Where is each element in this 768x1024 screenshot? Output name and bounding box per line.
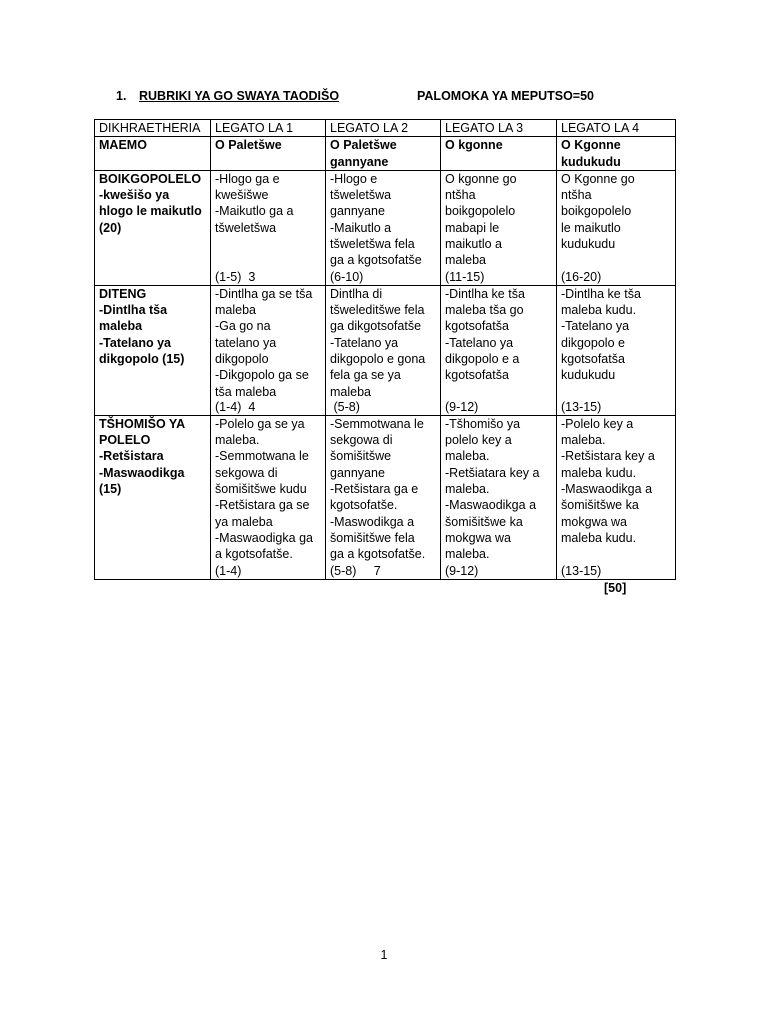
rubric-cell — [557, 285, 676, 415]
descriptor-text: -Dintlha ga se tša maleba -Ga go na tatelano ya dikgopolo -Dikgopolo ga se tša maleba — [215, 286, 313, 399]
criteria-label: TŠHOMIŠO YA POLELO -Retšistara -Maswaodikga (15) — [95, 415, 211, 579]
descriptor-text: O kgonne go ntšha boikgopolelo mabapi le maikutlo a maleba — [445, 171, 517, 268]
mark-range: (5-8) — [330, 399, 360, 414]
status-cell-level-2: O Paletšwe gannyane — [326, 137, 441, 171]
criteria-row-content — [95, 170, 676, 285]
criteria-row-diteng — [95, 285, 676, 415]
descriptor-text: O Kgonne go ntšha boikgopolelo le maikutlo kudukudu — [561, 171, 635, 252]
header-cell-criteria: DIKHRAETHERIA — [95, 120, 211, 137]
rubric-cell — [557, 415, 676, 579]
descriptor-text: -Semmotwana le sekgowa di šomišitšwe gannyane -Retšistara ga e kgotsofatše. -Maswodikga a šomišitšwe fela ga a kgotsofatše. — [330, 416, 426, 562]
descriptor-text: -Hlogo ga e kwešišwe -Maikutlo ga a tšweletšwa — [215, 171, 294, 235]
total-marks-label: PALOMOKA YA MEPUTSO=50 — [417, 89, 595, 103]
criteria-row-language-use — [95, 415, 676, 579]
descriptor-text: -Tšhomišo ya polelo key a maleba. -Retšiatara key a maleba. -Maswaodikga a šomišitšwe ka mokgwa wa maleba. — [445, 416, 540, 562]
rubric-cell — [326, 415, 441, 579]
page-number: 1 — [380, 948, 388, 962]
rubric-cell — [441, 285, 557, 415]
mark-range: (5-8) 7 — [330, 563, 381, 578]
header-row — [95, 120, 676, 137]
mark-range: (11-15) — [445, 269, 485, 284]
header-cell-level-1: LEGATO LA 1 — [211, 120, 326, 137]
header-cell-level-2: LEGATO LA 2 — [326, 120, 441, 137]
mark-range: (1-5) 3 — [215, 269, 256, 284]
descriptor-text: -Polelo key a maleba. -Retšistara key a maleba kudu. -Maswaodikga a šomišitšwe ka mokgwa wa maleba kudu. — [561, 416, 655, 545]
rubric-table — [94, 119, 676, 580]
status-cell-level-3: O kgonne — [441, 137, 557, 171]
rubric-cell — [211, 415, 326, 579]
criteria-label: BOIKGOPOLELO -kwešišo ya hlogo le maikutlo (20) — [95, 170, 211, 285]
mark-range: (16-20) — [561, 269, 602, 284]
status-cell-level-1: O Paletšwe — [211, 137, 326, 171]
mark-range: (1-4) — [215, 563, 242, 578]
section-number: 1. — [116, 89, 127, 103]
mark-range: (9-12) — [445, 399, 479, 414]
rubric-title: RUBRIKI YA GO SWAYA TAODIŠO — [139, 89, 340, 103]
criteria-label: DITENG -Dintlha tša maleba -Tatelano ya dikgopolo (15) — [95, 285, 211, 415]
rubric-cell — [557, 170, 676, 285]
total-mark: [50] — [604, 581, 627, 595]
mark-range: (6-10) — [330, 269, 364, 284]
status-cell-level-4: O Kgonne kudukudu — [557, 137, 676, 171]
status-label: MAEMO — [95, 137, 211, 171]
descriptor-text: -Dintlha ke tša maleba kudu. -Tatelano ya dikgopolo e kgotsofatša kudukudu — [561, 286, 641, 383]
mark-range: (13-15) — [561, 563, 602, 578]
status-row — [95, 137, 676, 171]
header-cell-level-4: LEGATO LA 4 — [557, 120, 676, 137]
descriptor-text: -Hlogo e tšweletšwa gannyane -Maikutlo a tšweletšwa fela ga a kgotsofatše — [330, 171, 422, 268]
header-cell-level-3: LEGATO LA 3 — [441, 120, 557, 137]
descriptor-text: Dintlha di tšweleditšwe fela ga dikgotsofatše -Tatelano ya dikgopolo e gona fela ga se ya maleba — [330, 286, 426, 399]
descriptor-text: -Polelo ga se ya maleba. -Semmotwana le sekgowa di šomišitšwe kudu -Retšistara ga se ya maleba -Maswaodigka ga a kgotsofatše. — [215, 416, 313, 562]
rubric-cell — [326, 170, 441, 285]
descriptor-text: -Dintlha ke tša maleba tša go kgotsofatša -Tatelano ya dikgopolo e a kgotsofatša — [445, 286, 525, 383]
rubric-cell — [441, 170, 557, 285]
mark-range: (1-4) 4 — [215, 399, 256, 414]
mark-range: (9-12) — [445, 563, 479, 578]
rubric-cell — [211, 285, 326, 415]
rubric-cell — [211, 170, 326, 285]
mark-range: (13-15) — [561, 399, 602, 414]
rubric-cell — [441, 415, 557, 579]
rubric-cell — [326, 285, 441, 415]
